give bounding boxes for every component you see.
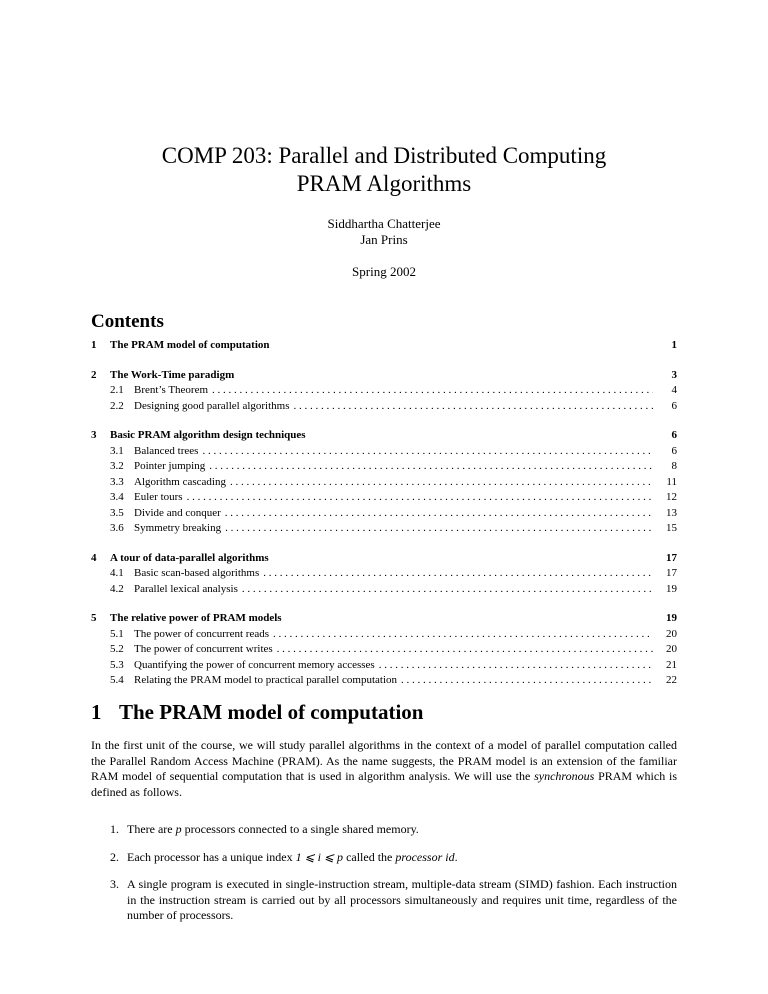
emphasis-processor-id: processor id xyxy=(395,849,455,864)
toc-subentry[interactable] xyxy=(91,506,677,522)
toc-subentry-number: 5.2 xyxy=(110,643,124,655)
toc-subentry[interactable] xyxy=(91,444,677,460)
toc-subentry-number: 3.5 xyxy=(110,506,124,519)
list-number: 1. xyxy=(110,822,119,836)
toc-entry-page: 3 xyxy=(671,368,677,381)
toc-subentry[interactable] xyxy=(91,475,677,491)
toc-entry-title: A tour of data-parallel algorithms xyxy=(110,551,269,564)
toc-subentry-page: 20 xyxy=(666,627,677,640)
list-text: There are p processors connected to a single shared memory. xyxy=(127,822,419,836)
toc-subentry-page: 21 xyxy=(666,658,677,671)
list-number: 2. xyxy=(110,849,119,864)
toc-subentry-title: Parallel lexical analysis xyxy=(134,582,238,595)
contents-heading: Contents xyxy=(91,311,164,332)
list-item xyxy=(110,877,677,924)
toc-entry[interactable] xyxy=(91,551,677,567)
toc-entry-title: The Work-Time paradigm xyxy=(110,368,235,381)
toc-subentry-page: 8 xyxy=(671,460,677,472)
toc-entry[interactable] xyxy=(91,368,677,384)
paragraph-text: In the first unit of the course, we will study parallel algorithms in the context of a model of parallel computation called the Parallel Random Access Machine (PRAM). As the name suggests, the PRAM model is an extension of the familiar RAM model of sequential computation that is used in algorithm analysis. We will use the xyxy=(91,738,677,783)
toc-subentry-page: 22 xyxy=(666,674,677,686)
toc-section xyxy=(91,428,677,537)
toc-subentry-title: Euler tours xyxy=(134,491,183,503)
toc-subentry-number: 5.3 xyxy=(110,658,124,671)
intro-paragraph xyxy=(91,738,677,800)
section-number: 1 xyxy=(91,700,102,724)
toc-entry-number: 5 xyxy=(91,612,97,624)
toc-subentry-number: 3.3 xyxy=(110,475,124,488)
toc-subentry-number: 2.1 xyxy=(110,384,124,396)
toc-subentry-title: Balanced trees xyxy=(134,444,199,457)
toc-subentry-title: Algorithm cascading xyxy=(134,475,226,488)
toc-subentry-page: 13 xyxy=(666,506,677,519)
toc-subentry-page: 17 xyxy=(666,567,677,579)
toc-subentry-page: 6 xyxy=(671,444,677,457)
paragraph-text-end: PRAM which is defined as follows. xyxy=(91,769,677,799)
toc-section xyxy=(91,338,677,354)
toc-entry[interactable] xyxy=(91,611,677,627)
toc-dot-leader xyxy=(242,582,653,598)
toc-subentry-number: 5.4 xyxy=(110,674,124,686)
toc-subentry-title: Symmetry breaking xyxy=(134,522,222,534)
toc-section xyxy=(91,551,677,598)
toc-entry-page: 19 xyxy=(666,612,677,624)
toc-subentry[interactable] xyxy=(91,521,677,537)
toc-dot-leader xyxy=(273,627,653,643)
toc-dot-leader xyxy=(187,490,653,506)
toc-subentry-title: Relating the PRAM model to practical parallel computation xyxy=(134,674,398,686)
toc-subentry-number: 4.2 xyxy=(110,582,124,595)
toc-subentry-title: The power of concurrent reads xyxy=(134,627,269,640)
toc-subentry[interactable] xyxy=(91,582,677,598)
toc-subentry-title: The power of concurrent writes xyxy=(134,643,273,655)
toc-subentry-title: Pointer jumping xyxy=(134,460,206,472)
toc-dot-leader xyxy=(209,459,653,475)
toc-subentry-page: 6 xyxy=(671,399,677,412)
list-number: 3. xyxy=(110,877,119,891)
toc-entry-title: The PRAM model of computation xyxy=(110,339,270,351)
toc-dot-leader xyxy=(230,475,653,491)
toc-subentry-title: Quantifying the power of concurrent memory accesses xyxy=(134,658,375,671)
toc-subentry-number: 3.6 xyxy=(110,522,124,534)
toc-section xyxy=(91,611,677,689)
toc-dot-leader xyxy=(401,673,653,689)
list-item xyxy=(110,850,677,866)
toc-entry-title: The relative power of PRAM models xyxy=(110,612,282,624)
toc-entry-page: 6 xyxy=(671,429,677,441)
toc-entry-number: 4 xyxy=(91,551,97,564)
toc-subentry[interactable] xyxy=(91,658,677,674)
authors xyxy=(0,216,768,248)
date: Spring 2002 xyxy=(352,264,416,279)
section-1-heading xyxy=(91,700,423,725)
author-2: Jan Prins xyxy=(360,232,408,247)
title-line-1: COMP 203: Parallel and Distributed Computing xyxy=(161,143,607,168)
list-text: A single program is executed in single-instruction stream, multiple-data stream (SIMD) fashion. Each instruction in the instruction stream is carried out by all processors simultaneously and requires unit time, regardless of the number of processors. xyxy=(127,877,677,922)
toc-subentry-number: 2.2 xyxy=(110,399,124,412)
toc-subentry[interactable] xyxy=(91,566,677,582)
toc-entry-title: Basic PRAM algorithm design techniques xyxy=(110,429,306,441)
toc-dot-leader xyxy=(225,521,653,537)
toc-subentry-title: Brent’s Theorem xyxy=(134,384,209,396)
toc-entry-number: 1 xyxy=(91,339,97,351)
pram-definition-list xyxy=(110,822,677,936)
toc-entry-page: 1 xyxy=(671,339,677,351)
toc-dot-leader xyxy=(263,566,653,582)
toc-subentry-page: 4 xyxy=(671,384,677,396)
toc-subentry-number: 3.4 xyxy=(110,491,124,503)
toc-dot-leader xyxy=(225,506,653,522)
math-variable: p xyxy=(175,822,182,836)
toc-dot-leader xyxy=(212,383,653,399)
toc-subentry[interactable] xyxy=(91,399,677,415)
toc-subentry-number: 3.2 xyxy=(110,460,124,472)
emphasis-synchronous: synchronous xyxy=(534,769,595,783)
toc-entry[interactable] xyxy=(91,428,677,444)
toc-entry-page: 17 xyxy=(666,551,677,564)
toc-subentry[interactable] xyxy=(91,627,677,643)
toc-subentry-title: Basic scan-based algorithms xyxy=(134,567,260,579)
toc-entry-number: 3 xyxy=(91,429,97,441)
toc-subentry[interactable] xyxy=(91,383,677,399)
list-text: Each processor has a unique index 1 ⩽ i ⩽ p called the processor id. xyxy=(127,849,458,864)
toc-subentry-page: 20 xyxy=(666,643,677,655)
toc-section xyxy=(91,368,677,415)
toc-subentry-title: Designing good parallel algorithms xyxy=(134,399,290,412)
toc-subentry[interactable] xyxy=(91,642,677,658)
math-expression: 1 ⩽ i ⩽ p xyxy=(295,849,344,864)
title-line-2: PRAM Algorithms xyxy=(296,171,472,196)
toc-subentry-page: 11 xyxy=(666,475,677,488)
section-title: The PRAM model of computation xyxy=(119,700,424,724)
toc-subentry[interactable] xyxy=(91,459,677,475)
toc-subentry-title: Divide and conquer xyxy=(134,506,221,519)
toc-subentry[interactable] xyxy=(91,673,677,689)
toc-dot-leader xyxy=(277,642,653,658)
author-1: Siddhartha Chatterjee xyxy=(327,216,441,231)
toc-subentry[interactable] xyxy=(91,490,677,506)
table-of-contents xyxy=(91,338,677,703)
toc-dot-leader xyxy=(202,444,653,460)
list-item xyxy=(110,822,677,838)
toc-entry[interactable] xyxy=(91,338,677,354)
toc-subentry-page: 12 xyxy=(666,491,677,503)
toc-subentry-number: 4.1 xyxy=(110,567,124,579)
toc-subentry-page: 19 xyxy=(666,582,677,595)
toc-dot-leader xyxy=(294,399,654,415)
toc-entry-number: 2 xyxy=(91,368,97,381)
title-block xyxy=(0,142,768,280)
toc-subentry-page: 15 xyxy=(666,522,677,534)
toc-subentry-number: 5.1 xyxy=(110,627,124,640)
toc-dot-leader xyxy=(379,658,653,674)
toc-subentry-number: 3.1 xyxy=(110,444,124,457)
